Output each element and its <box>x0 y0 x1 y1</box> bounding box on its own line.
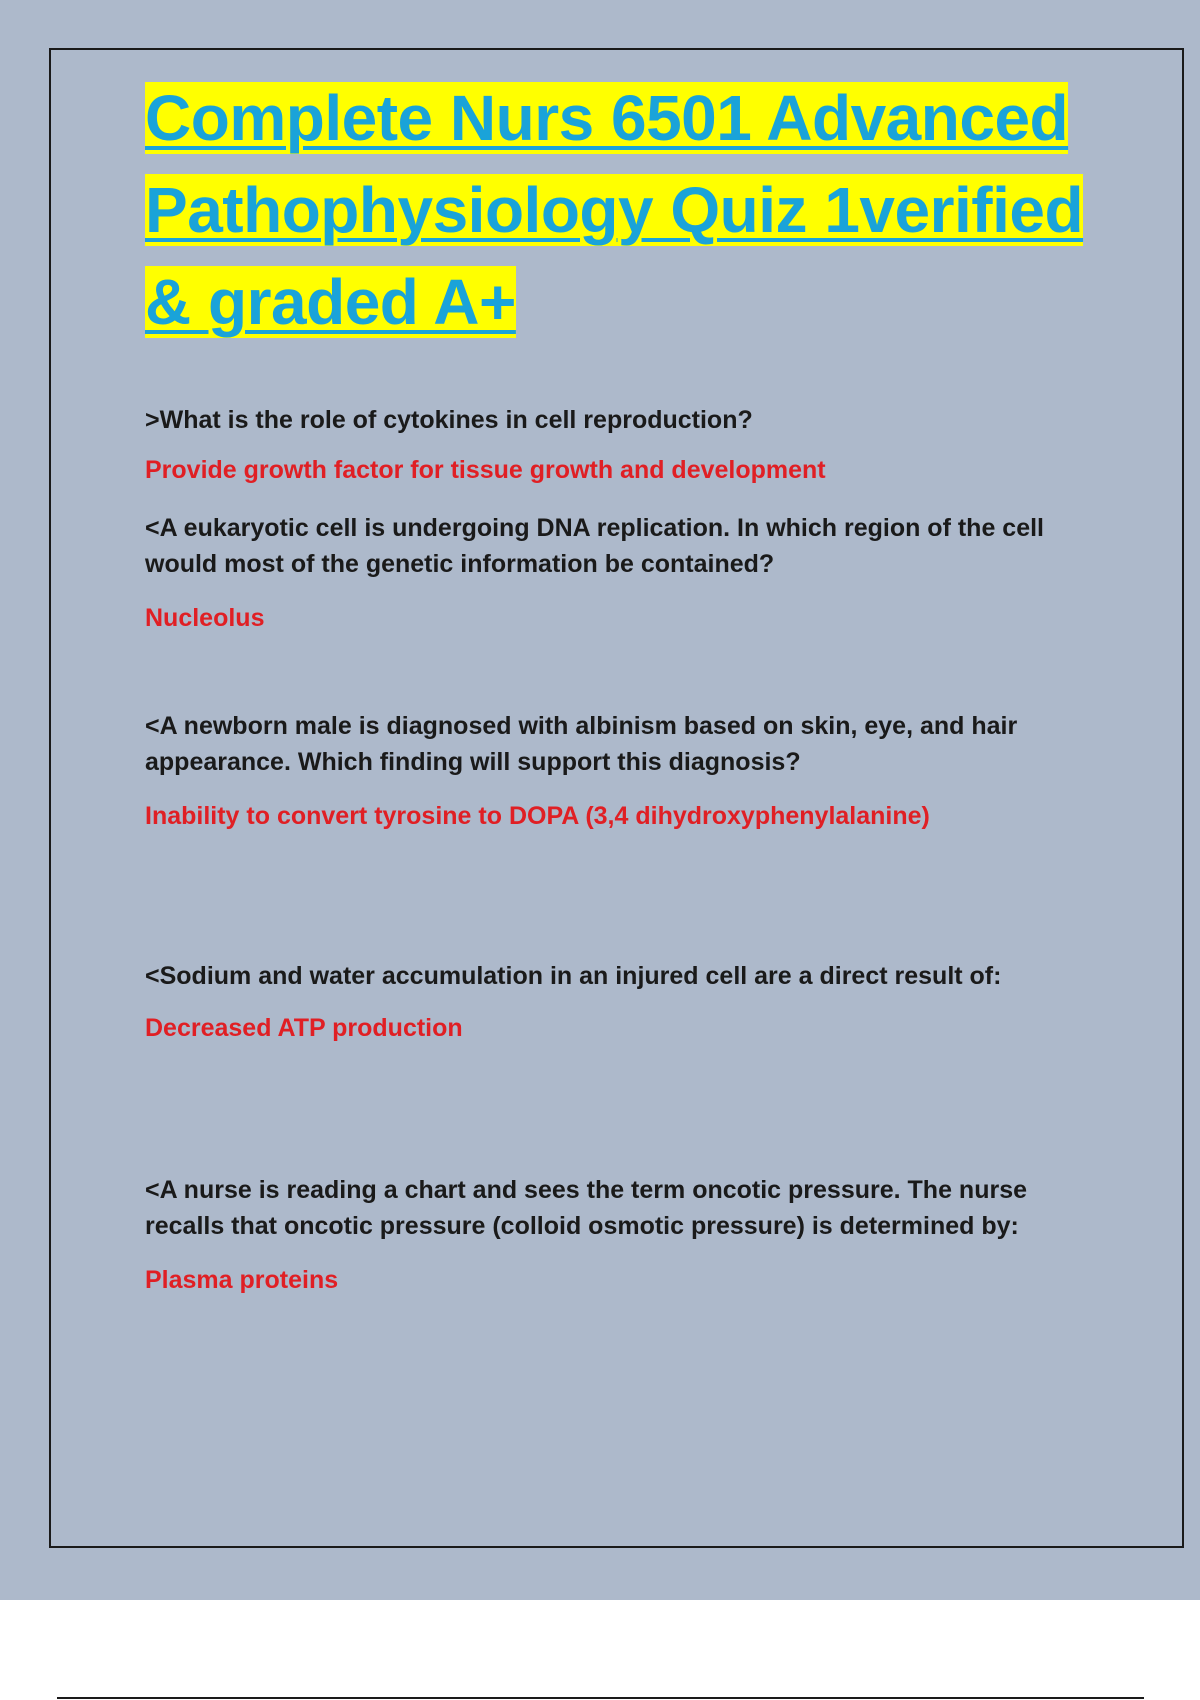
title-link[interactable]: Complete Nurs 6501 Advanced Pathophysiology Quiz 1verified & graded A+ <box>145 82 1084 338</box>
question-2: <A eukaryotic cell is undergoing DNA replication. In which region of the cell would most of the genetic information be contained? <box>145 514 1044 578</box>
answer-5: Plasma proteins <box>145 1266 339 1294</box>
qa-item-5 <box>145 1172 1105 1298</box>
answer-4: Decreased ATP production <box>145 1014 463 1042</box>
answer-2: Nucleolus <box>145 604 265 632</box>
document-title <box>145 72 1105 348</box>
answer-3: Inability to convert tyrosine to DOPA (3,4 dihydroxyphenylalanine) <box>145 802 930 830</box>
footer-rule <box>57 1697 1144 1699</box>
qa-item-4 <box>145 958 1105 1046</box>
question-3: <A newborn male is diagnosed with albinism based on skin, eye, and hair appearance. Which finding will support this diagnosis? <box>145 712 1018 776</box>
question-4: <Sodium and water accumulation in an injured cell are a direct result of: <box>145 962 1002 990</box>
qa-item-1 <box>145 402 1105 488</box>
qa-item-2 <box>145 510 1105 636</box>
answer-1: Provide growth factor for tissue growth and development <box>145 456 826 484</box>
question-5: <A nurse is reading a chart and sees the term oncotic pressure. The nurse recalls that oncotic pressure (colloid osmotic pressure) is determined by: <box>145 1176 1028 1240</box>
question-1: >What is the role of cytokines in cell reproduction? <box>145 406 753 434</box>
qa-item-3 <box>145 708 1105 834</box>
